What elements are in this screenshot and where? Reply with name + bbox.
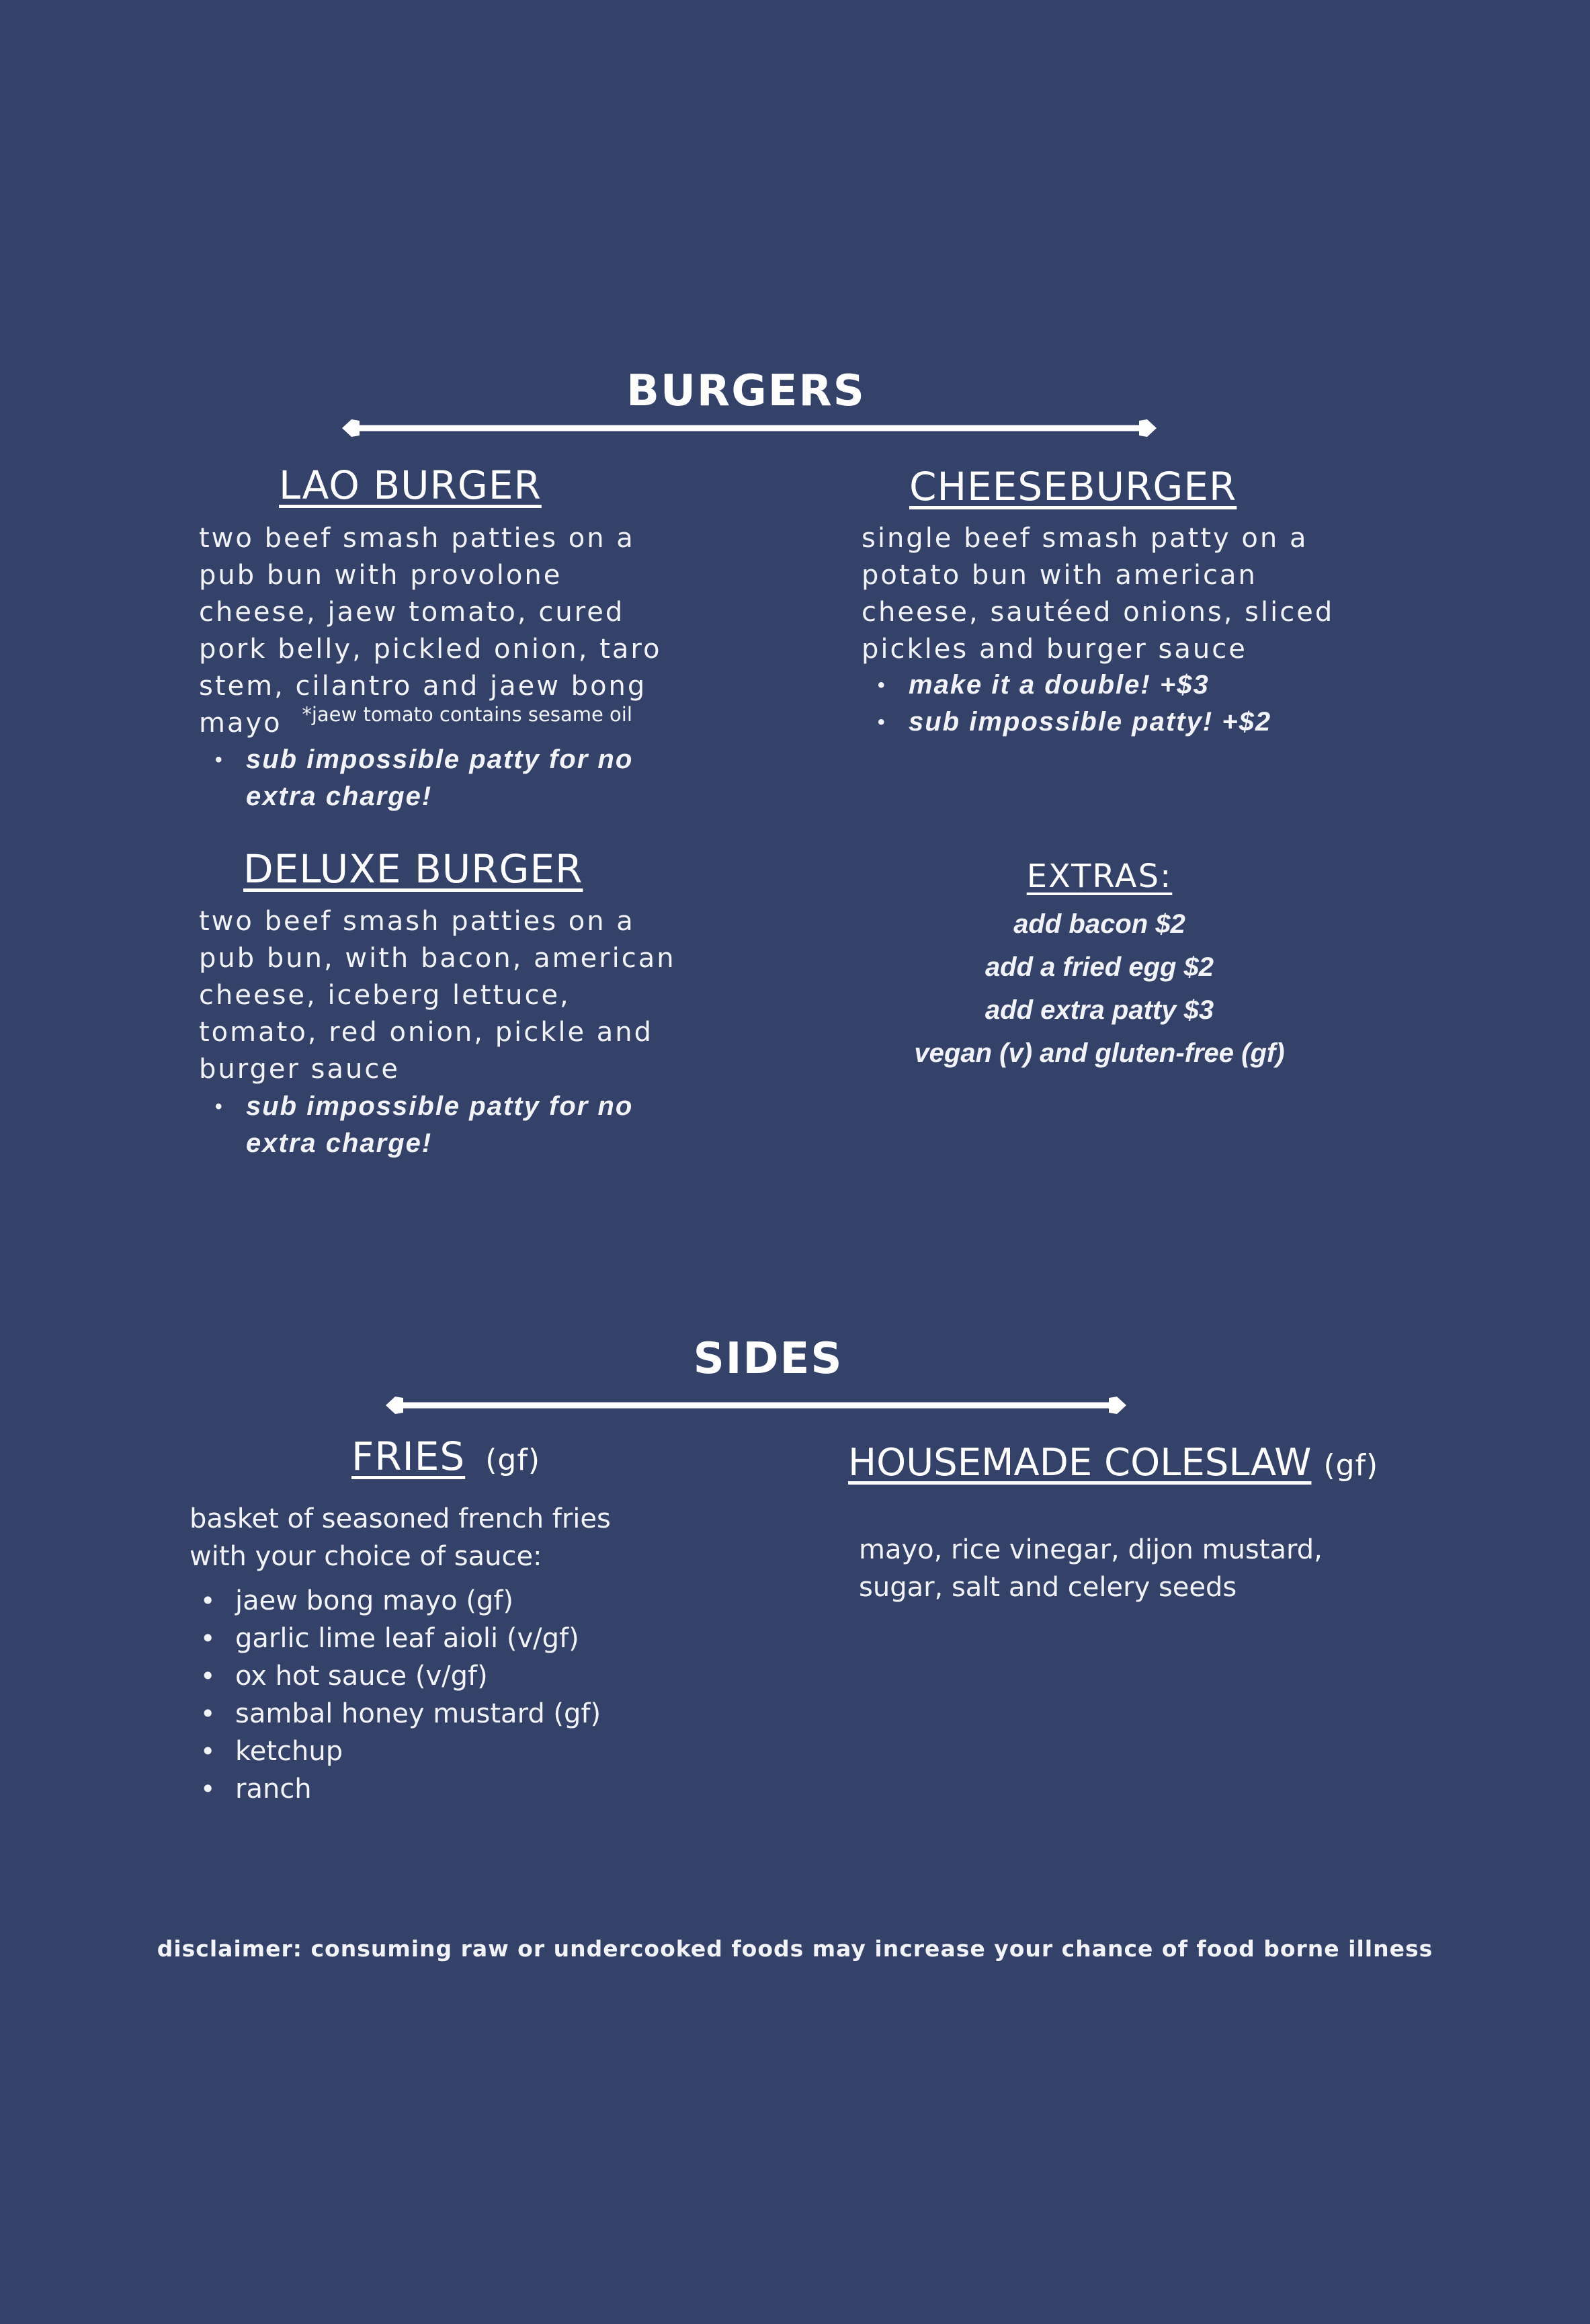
extras-item: vegan (v) and gluten-free (gf) [914,1038,1285,1068]
extras-list [831,903,1368,1075]
sauce-item: • sambal honey mustard (gf) [190,1695,727,1733]
fries-gf-tag: (gf) [485,1443,540,1477]
fries-description [190,1500,727,1575]
coleslaw-title-text: HOUSEMADE COLESLAW [848,1441,1312,1485]
extras-item: add extra patty $3 [985,995,1214,1025]
cheese-desc-line: single beef smash patty on a [862,523,1308,554]
coleslaw-desc-line: sugar, salt and celery seeds [859,1572,1237,1603]
sauce-item: • jaew bong mayo (gf) [190,1582,727,1620]
cheeseburger-options [862,667,1372,741]
cheeseburger-description [862,520,1372,668]
lao-desc-line: stem, cilantro and jaew bong [199,671,647,702]
deluxe-option-line: sub impossible patty for no [246,1091,634,1121]
sesame-note: *jaew tomato contains sesame oil [302,703,632,726]
deluxe-desc-line: pub bun, with bacon, american [199,943,676,974]
deluxe-desc-line: cheese, iceberg lettuce, [199,980,571,1011]
lao-desc-line: pork belly, pickled onion, taro [199,634,662,665]
coleslaw-title [848,1441,1378,1485]
sauce-item: • ox hot sauce (v/gf) [190,1657,727,1695]
lao-burger-options [199,741,710,815]
extras-item: add a fried egg $2 [985,952,1214,982]
cheeseburger-title: CHEESEBURGER [909,464,1237,509]
coleslaw-desc-line: mayo, rice vinegar, dijon mustard, [859,1534,1323,1565]
lao-desc-line: cheese, jaew tomato, cured [199,597,625,628]
fries-title [351,1434,540,1479]
deluxe-desc-line: burger sauce [199,1054,400,1085]
cheese-desc-line: cheese, sautéed onions, sliced [862,597,1335,628]
cheese-desc-line: potato bun with american [862,560,1257,591]
fries-desc-line: with your choice of sauce: [190,1541,542,1572]
deluxe-option-item [199,1088,710,1162]
extras-title: EXTRAS: [1026,858,1173,895]
extras-item: add bacon $2 [1013,909,1185,939]
deluxe-desc-line: tomato, red onion, pickle and [199,1017,654,1048]
lao-option-line: extra charge! [246,782,433,811]
lao-option-item [199,741,710,815]
deluxe-burger-options [199,1088,710,1162]
fries-desc-line: basket of seasoned french fries [190,1503,611,1534]
cheese-desc-line: pickles and burger sauce [862,634,1247,665]
disclaimer-text: disclaimer: consuming raw or undercooked foods may increase your chance of food borne illness [157,1936,1433,1962]
burgers-heading: BURGERS [626,366,866,416]
burgers-divider [339,411,1159,445]
lao-desc-line [199,705,723,744]
sauce-item: • ranch [190,1770,727,1808]
lao-burger-title: LAO BURGER [279,462,542,508]
deluxe-option-line: extra charge! [246,1128,433,1158]
lao-desc-last: mayo [199,708,282,739]
fries-title-text: FRIES [351,1434,466,1479]
deluxe-burger-title: DELUXE BURGER [243,846,583,892]
fries-sauce-list [190,1582,727,1808]
coleslaw-gf-tag: (gf) [1323,1448,1379,1483]
sides-heading: SIDES [693,1334,843,1384]
lao-burger-description [199,520,723,744]
sides-divider [383,1388,1129,1422]
cheese-option-item: • sub impossible patty! +$2 [862,704,1372,741]
sauce-item: • garlic lime leaf aioli (v/gf) [190,1620,727,1657]
lao-desc-line: two beef smash patties on a [199,523,635,554]
lao-option-line: sub impossible patty for no [246,745,634,774]
deluxe-desc-line: two beef smash patties on a [199,906,635,937]
deluxe-burger-description [199,903,737,1088]
lao-desc-line: pub bun with provolone [199,560,562,591]
sauce-item: • ketchup [190,1733,727,1770]
coleslaw-description [859,1531,1464,1606]
cheese-option-item: • make it a double! +$3 [862,667,1372,704]
